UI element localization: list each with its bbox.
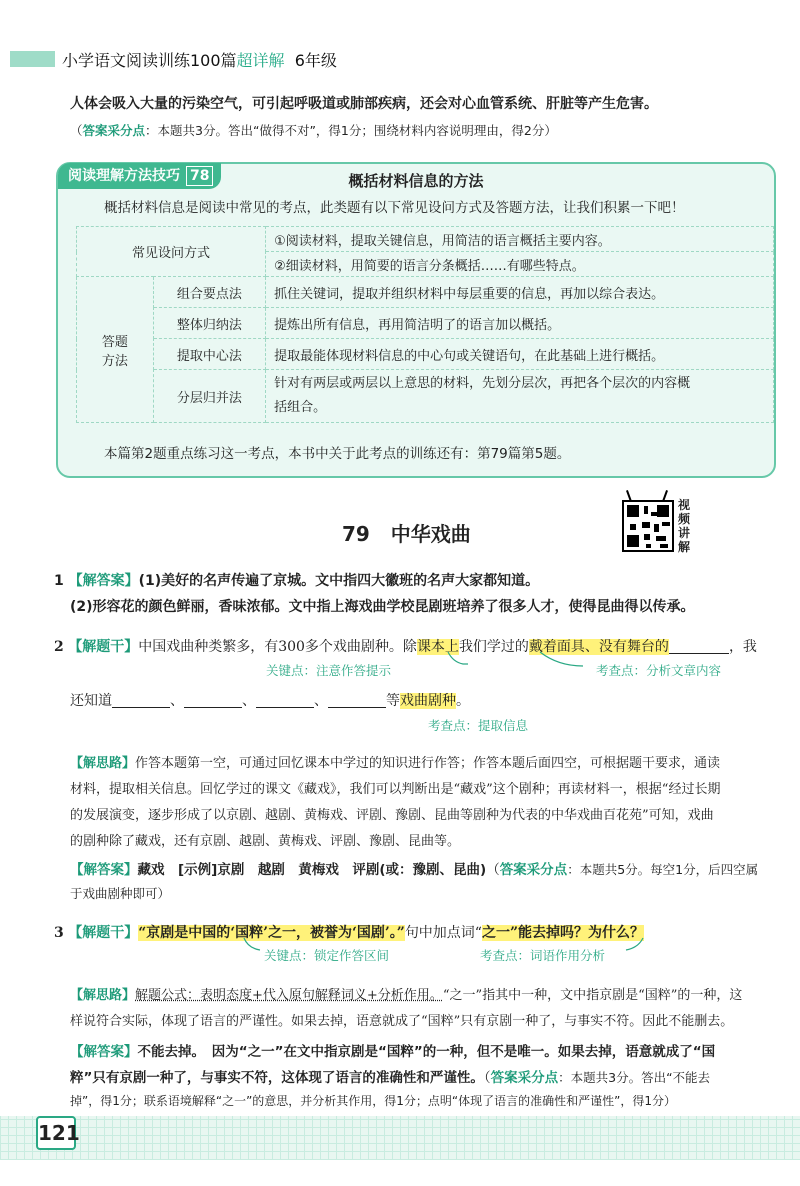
q2-note-extract: 考查点：提取信息 [428, 718, 529, 733]
q2-note-key: 关键点：注意作答提示 [266, 663, 392, 678]
qr-label: 视频讲解 [678, 498, 691, 554]
footer-grid [0, 1116, 800, 1160]
q2-think-2: 材料，提取相关信息。回忆学过的课文《藏戏》，我们可以判断出是“藏戏”这个剧种；再读材料一，根据“经过长期 [70, 782, 721, 797]
method-desc: 针对有两层或两层以上意思的材料，先划分层次，再把各个层次的内容概 括组合。 [266, 370, 774, 423]
method-head: 答题 方法 [77, 277, 154, 423]
method-name: 整体归纳法 [153, 308, 265, 339]
q3-note-key: 关键点：锁定作答区间 [264, 948, 390, 963]
book-title: 小学语文阅读训练100篇超详解 6年级 [62, 51, 337, 70]
method-tips-box [56, 162, 776, 478]
page-number: 121 [36, 1116, 76, 1150]
way-1: ①阅读材料，提取关键信息，用简洁的语言概括主要内容。 [266, 227, 774, 252]
table-row-head: 常见设问方式 [77, 227, 266, 277]
method-intro: 概括材料信息是阅读中常见的考点，此类题有以下常见设问方式及答题方法，让我们积累一下吧！ [104, 200, 685, 216]
q3-stem: 3 【解题干】“京剧是中国的‘国粹’之一，被誉为‘国剧’。”句中加点词“之一”能去掉吗？为什么？ [54, 925, 645, 941]
method-name: 组合要点法 [153, 277, 265, 308]
answer-blank[interactable] [112, 693, 170, 708]
q2-think-4: 的剧种除了藏戏，还有京剧、越剧、黄梅戏、评剧、豫剧、昆曲等。 [70, 834, 461, 849]
method-footer: 本篇第2题重点练习这一考点，本书中关于此考点的训练还有：第79篇第5题。 [104, 446, 571, 462]
method-desc: 抓住关键词，提取并组织材料中每层重要的信息，再加以综合表达。 [266, 277, 774, 308]
q3-note-exam: 考查点：词语作用分析 [480, 948, 606, 963]
method-badge: 阅读理解方法技巧 78 [58, 163, 221, 189]
q3-think-1: 【解思路】解题公式：表明态度+代入原句解释词义+分析作用。“之一”指其中一种，文中指京剧是“国粹”的一种，这 [70, 988, 743, 1003]
q2-stem-1: 2 【解题干】中国戏曲种类繁多，有300多个戏曲剧种。除课本上我们学过的戴着面具、没有舞台的 ，我 [54, 639, 757, 655]
previous-answer-line: 人体会吸入大量的污染空气，可引起呼吸道或肺部疾病，还会对心血管系统、肝脏等产生危害。 [70, 96, 658, 112]
method-title: 概括材料信息的方法 [348, 172, 484, 190]
q2-score-2: 于戏曲剧种即可） [70, 886, 171, 901]
answer-blank[interactable] [328, 693, 386, 708]
q2-think-3: 的发展演变，逐步形成了以京剧、越剧、黄梅戏、评剧、豫剧、昆曲等剧种为代表的中华戏曲百花苑”可知，戏曲 [70, 808, 714, 823]
method-name: 提取中心法 [153, 339, 265, 370]
q3-score-2: 掉”，得1分；联系语境解释“之一”的意思，并分析其作用，得1分；点明“体现了语言的准确性和严谨性”，得1分） [70, 1094, 676, 1108]
q3-answer-2: 粹”只有京剧一种了，与事实不符，这体现了语言的准确性和严谨性。（答案采分点：本题共3分。答出“不能去 [70, 1070, 711, 1086]
running-header [0, 44, 800, 74]
header-bar [10, 51, 55, 67]
q3-think-2: 样说符合实际，体现了语言的严谨性。如果去掉，语意就成了“国粹”只有京剧一种了，与事实不符。因此不能删去。 [70, 1014, 734, 1029]
qr-code-icon[interactable] [622, 500, 674, 552]
previous-score-note: （答案采分点：本题共3分。答出“做得不对”，得1分；围绕材料内容说明理由，得2分） [70, 123, 557, 138]
article-title: 79 中华戏曲 [342, 522, 471, 546]
q3-answer-1: 【解答案】不能去掉。 因为“之一”在文中指京剧是“国粹”的一种，但不是唯一。如果去掉，语意就成了“国 [70, 1044, 716, 1060]
answer-blank[interactable] [256, 693, 314, 708]
method-desc: 提炼出所有信息，再用简洁明了的语言加以概括。 [266, 308, 774, 339]
method-desc: 提取最能体现材料信息的中心句或关键语句，在此基础上进行概括。 [266, 339, 774, 370]
q1-line-1: 1 【解答案】(1)美好的名声传遍了京城。文中指四大徽班的名声大家都知道。 [54, 573, 540, 589]
method-name: 分层归并法 [153, 370, 265, 423]
q2-answer: 【解答案】藏戏 [示例]京剧 越剧 黄梅戏 评剧(或：豫剧、昆曲)（答案采分点：本题共5分。每空1分，后四空属 [70, 862, 759, 878]
q2-note-exam: 考查点：分析文章内容 [596, 663, 722, 678]
q2-think-1: 【解思路】作答本题第一空，可通过回忆课本中学过的知识进行作答；作答本题后面四空，可根据题干要求，通读 [70, 756, 721, 771]
q1-line-2: (2)形容花的颜色鲜丽，香味浓郁。文中指上海戏曲学校昆剧班培养了很多人才，使得昆曲得以传承。 [70, 599, 695, 615]
way-2: ②细读材料，用简要的语言分条概括……有哪些特点。 [266, 252, 774, 277]
method-table [76, 226, 774, 423]
q2-stem-2: 还知道 、 、 、 等戏曲剧种。 [70, 693, 470, 709]
answer-blank[interactable] [184, 693, 242, 708]
